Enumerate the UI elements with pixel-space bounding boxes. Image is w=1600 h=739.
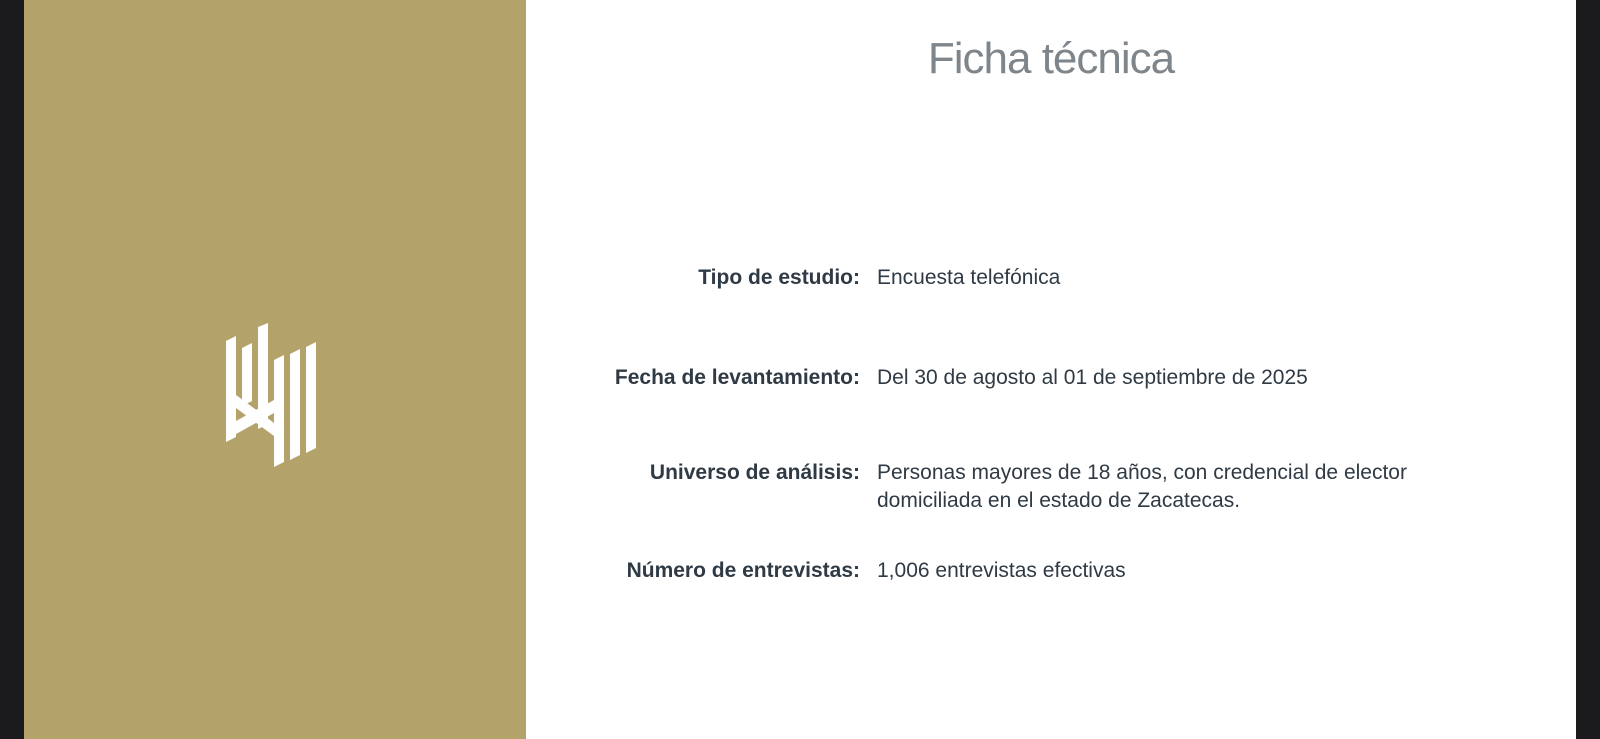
spec-value [877, 557, 1517, 585]
spec-value [877, 459, 1517, 515]
spec-label: Fecha de levantamiento: [614, 366, 860, 389]
brand-logo-icon [226, 323, 322, 467]
spec-label: Universo de análisis: [649, 461, 860, 484]
brand-panel [24, 0, 526, 739]
slide-title: Ficha técnica [927, 34, 1175, 83]
spec-value [877, 264, 1517, 292]
spec-value-line: Personas mayores de 18 años, con credencial de elector [877, 461, 1407, 484]
spec-value [877, 364, 1517, 392]
spec-label: Número de entrevistas: [626, 559, 860, 582]
slide [24, 0, 1576, 739]
spec-value-line: Del 30 de agosto al 01 de septiembre de 2025 [877, 366, 1308, 389]
spec-value-line: domiciliada en el estado de Zacatecas. [877, 489, 1241, 512]
spec-value-line: Encuesta telefónica [877, 266, 1061, 289]
spec-list [526, 0, 1576, 739]
spec-value-line: 1,006 entrevistas efectivas [877, 559, 1126, 582]
spec-label: Tipo de estudio: [698, 266, 860, 289]
